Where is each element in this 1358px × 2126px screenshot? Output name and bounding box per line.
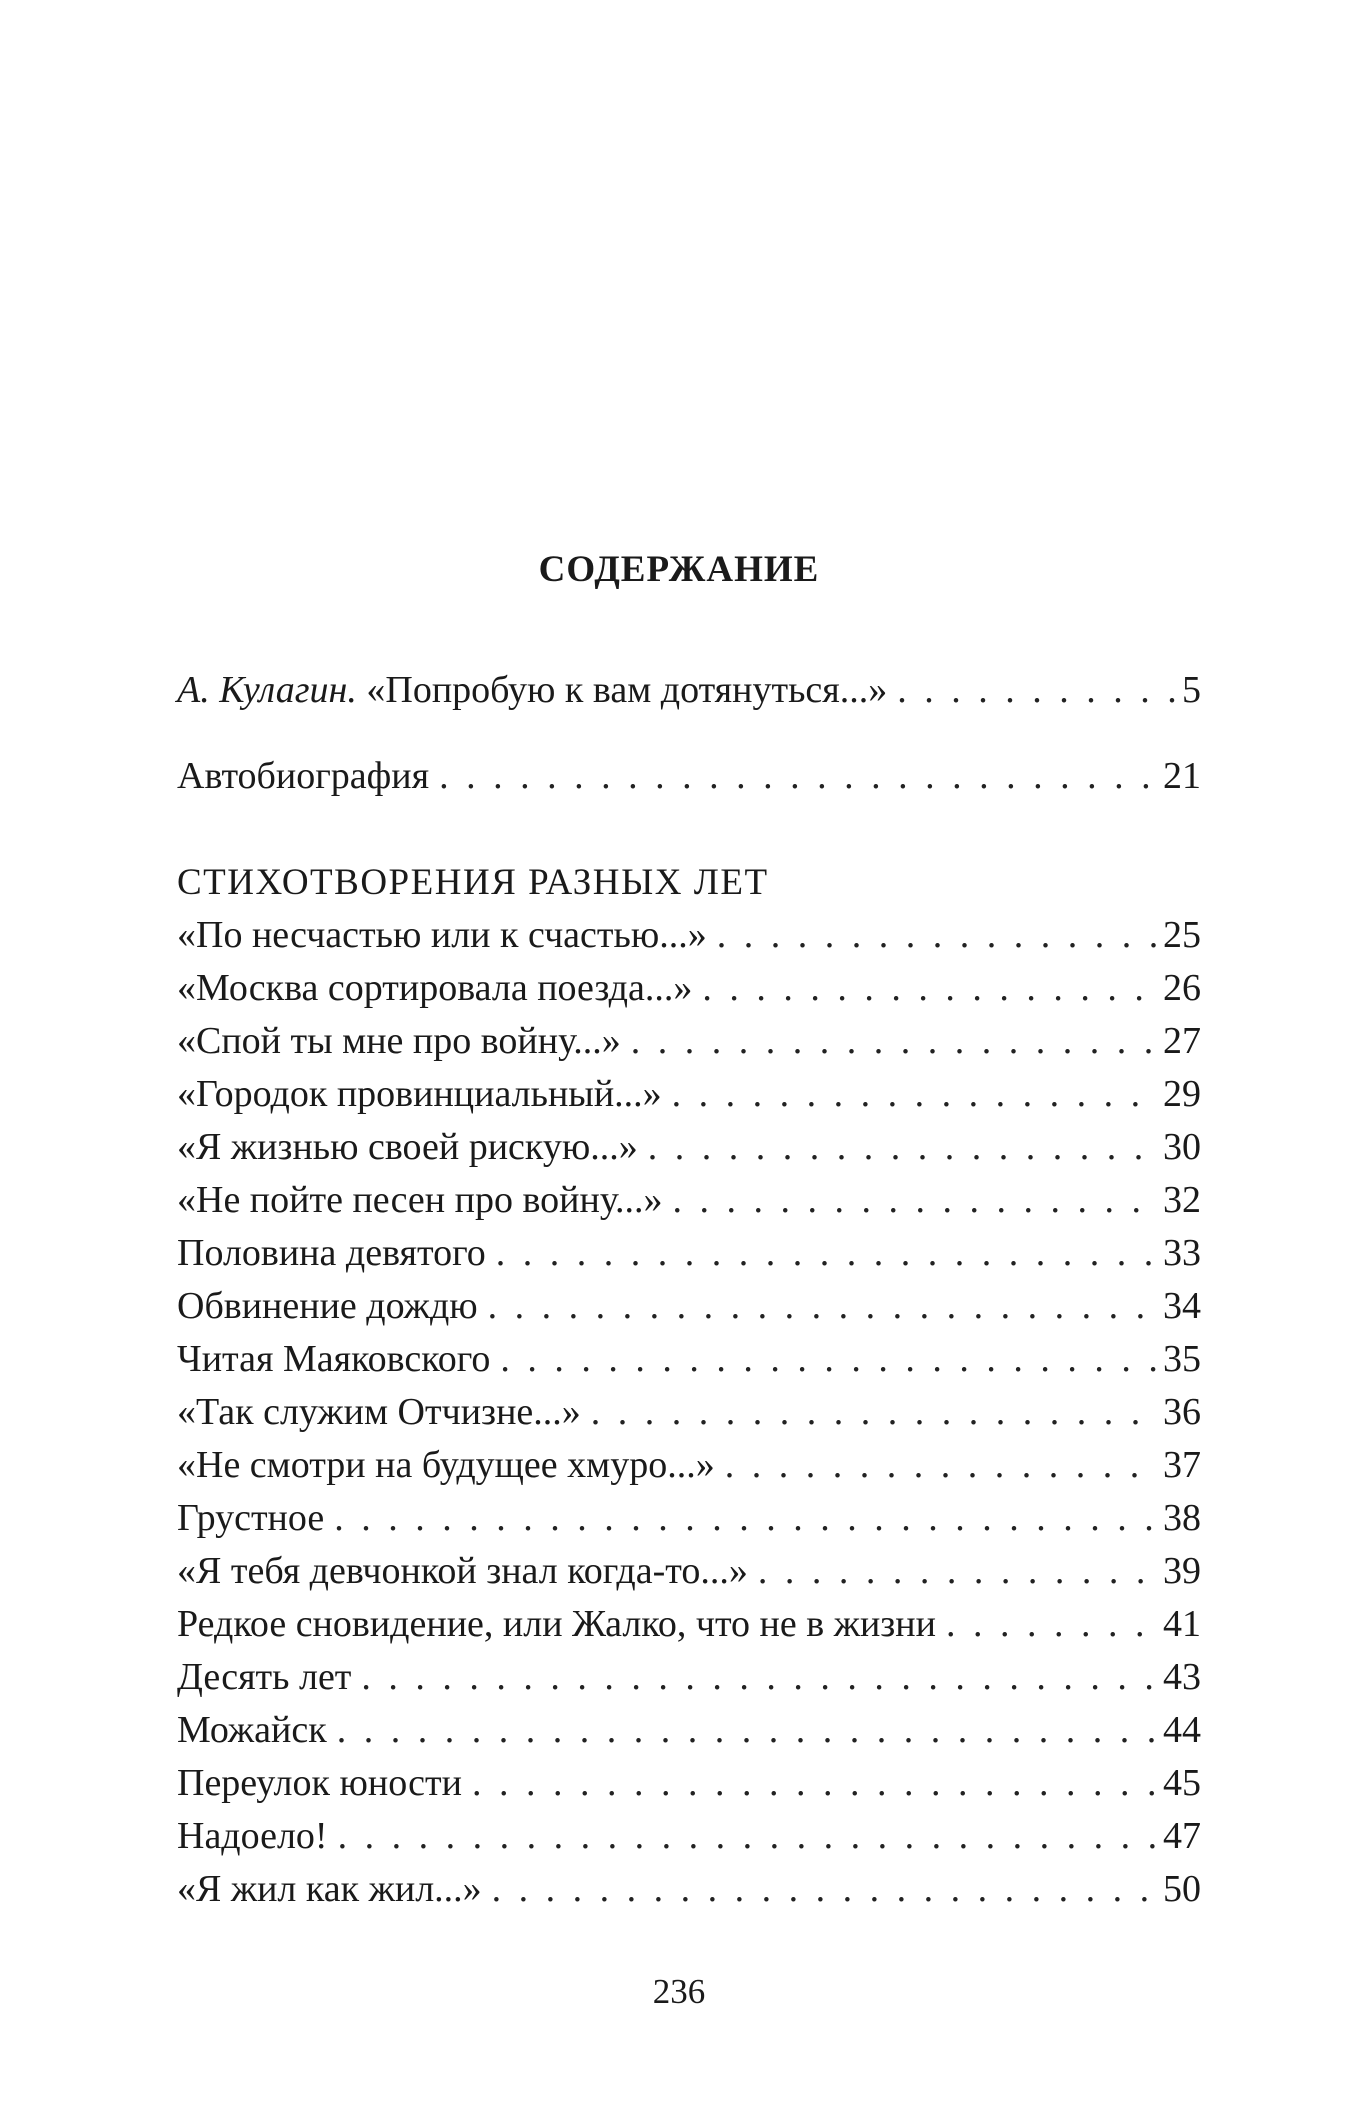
dot-leader: [488, 1280, 1157, 1333]
toc-entry-title: «Москва сортировала поезда...»: [177, 967, 693, 1009]
toc-entry-page: 41: [1163, 1603, 1201, 1645]
dot-leader: [631, 1015, 1157, 1068]
toc-entry: [177, 1439, 1201, 1492]
toc-entry-page: 45: [1163, 1762, 1201, 1804]
toc-entry: [177, 1492, 1201, 1545]
toc-entry: [177, 1333, 1201, 1386]
toc-entry-title: «Я жизнью своей рискую...»: [177, 1126, 638, 1168]
toc-entry-title: Десять лет: [177, 1656, 352, 1698]
toc-entry: [177, 1863, 1201, 1916]
toc-entry-title: Автобиография: [177, 755, 430, 797]
toc-entry-title: Редкое сновидение, или Жалко, что не в жизни: [177, 1603, 936, 1645]
page-number: 236: [652, 1972, 706, 2011]
toc-entry-title: «Городок провинциальный...»: [177, 1073, 662, 1115]
toc-entry-page: 32: [1163, 1179, 1201, 1221]
toc-entry-title: «Попробую к вам дотянуться...»: [366, 669, 888, 711]
toc-entry-page: 43: [1163, 1656, 1201, 1698]
toc-entry: [177, 1757, 1201, 1810]
dot-leader: [337, 1704, 1157, 1757]
toc-entry-page: 44: [1163, 1709, 1201, 1751]
toc-entry: [177, 1174, 1201, 1227]
toc-entry: [177, 1121, 1201, 1174]
toc-entry-page: 50: [1163, 1868, 1201, 1910]
toc-entry: [177, 1651, 1201, 1704]
section-heading: СТИХОТВОРЕНИЯ РАЗНЫХ ЛЕТ: [177, 862, 769, 903]
toc-entry-page: 47: [1163, 1815, 1201, 1857]
dot-leader: [946, 1598, 1157, 1651]
toc-entry: [177, 962, 1201, 1015]
toc-entry-page: 29: [1163, 1073, 1201, 1115]
toc-entry-page: 38: [1163, 1497, 1201, 1539]
toc-entry-intro: [177, 664, 1201, 717]
dot-leader: [500, 1333, 1157, 1386]
toc-entry-page: 37: [1163, 1444, 1201, 1486]
toc-entry-title: Переулок юности: [177, 1762, 462, 1804]
toc-entry: [177, 909, 1201, 962]
toc-entry-page: 39: [1163, 1550, 1201, 1592]
dot-leader: [361, 1651, 1157, 1704]
toc-entry-title: «Я жил как жил...»: [177, 1868, 482, 1910]
toc-entry-title: «Не смотри на будущее хмуро...»: [177, 1444, 715, 1486]
toc-entry: [177, 1810, 1201, 1863]
toc-entry: [177, 1227, 1201, 1280]
toc-entry: [177, 1068, 1201, 1121]
toc-entry-title: Надоело!: [177, 1815, 328, 1857]
toc-entry: [177, 1598, 1201, 1651]
toc-entry-title: Грустное: [177, 1497, 325, 1539]
toc-autobiography: [177, 750, 1201, 803]
toc-entry: [177, 1704, 1201, 1757]
toc-entry-page: 21: [1163, 755, 1201, 797]
dot-leader: [897, 664, 1176, 717]
dot-leader: [472, 1757, 1157, 1810]
toc-entry-author: А. Кулагин.: [177, 669, 357, 711]
dot-leader: [673, 1174, 1157, 1227]
contents-heading: СОДЕРЖАНИЕ: [538, 549, 820, 590]
toc-entry-title: Обвинение дождю: [177, 1285, 478, 1327]
dot-leader: [672, 1068, 1157, 1121]
toc-entries-list: [177, 909, 1201, 1916]
toc-entry-title: «Так служим Отчизне...»: [177, 1391, 581, 1433]
toc-entry-page: 30: [1163, 1126, 1201, 1168]
dot-leader: [717, 909, 1157, 962]
toc-entry-page: 33: [1163, 1232, 1201, 1274]
dot-leader: [492, 1863, 1157, 1916]
toc-entry-title: «Спой ты мне про войну...»: [177, 1020, 621, 1062]
toc-entry: [177, 1545, 1201, 1598]
dot-leader: [334, 1492, 1157, 1545]
toc-entry-title: Можайск: [177, 1709, 327, 1751]
dot-leader: [758, 1545, 1157, 1598]
toc-entry-page: 25: [1163, 914, 1201, 956]
toc-entry-title: «По несчастью или к счастью...»: [177, 914, 707, 956]
dot-leader: [591, 1386, 1157, 1439]
dot-leader: [439, 750, 1157, 803]
dot-leader: [338, 1810, 1157, 1863]
toc-entry-title: Читая Маяковского: [177, 1338, 491, 1380]
toc-entry-page: 27: [1163, 1020, 1201, 1062]
toc-entry-title: «Не пойте песен про войну...»: [177, 1179, 663, 1221]
toc-intro: [177, 664, 1201, 717]
toc-entry-page: 36: [1163, 1391, 1201, 1433]
dot-leader: [648, 1121, 1157, 1174]
toc-entry: [177, 1386, 1201, 1439]
toc-entry-page: 34: [1163, 1285, 1201, 1327]
dot-leader: [702, 962, 1157, 1015]
toc-section: [177, 856, 1201, 1916]
toc-entry-page: 5: [1182, 669, 1201, 711]
dot-leader: [725, 1439, 1157, 1492]
toc-entry-title: «Я тебя девчонкой знал когда-то...»: [177, 1550, 748, 1592]
toc-entry-autobiography: [177, 750, 1201, 803]
toc-entry-page: 35: [1163, 1338, 1201, 1380]
dot-leader: [496, 1227, 1157, 1280]
toc-entry: [177, 1280, 1201, 1333]
toc-entry-title: Половина девятого: [177, 1232, 486, 1274]
toc-entry-page: 26: [1163, 967, 1201, 1009]
toc-entry: [177, 1015, 1201, 1068]
